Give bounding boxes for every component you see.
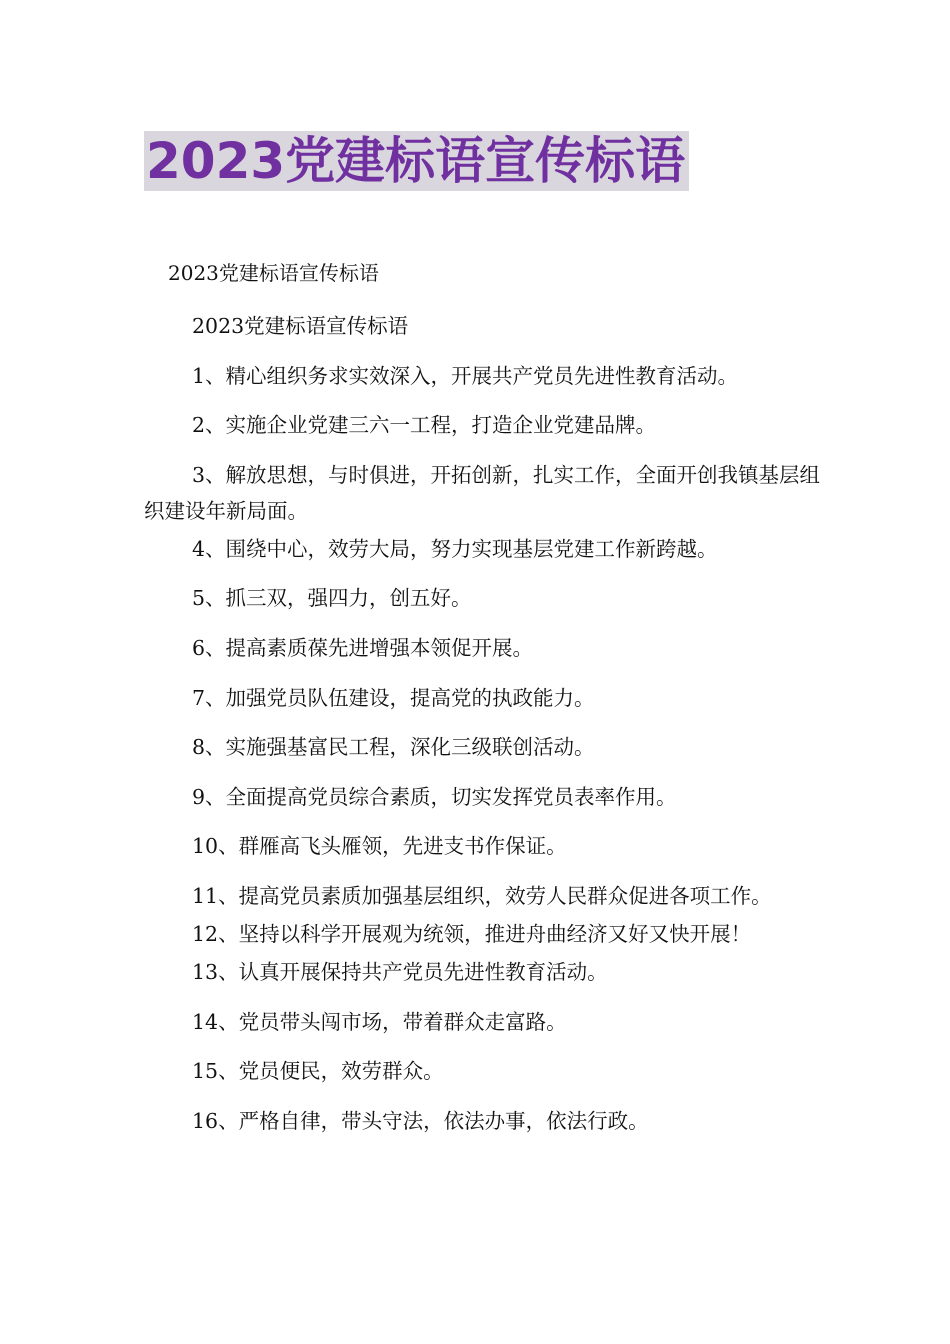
paragraph: 2023党建标语宣传标语 [192,314,409,338]
paragraph: 4、围绕中心，效劳大局，努力实现基层党建工作新跨越。 [192,536,718,561]
paragraph: 2、实施企业党建三六一工程，打造企业党建品牌。 [192,413,657,438]
paragraph: 10、群雁高飞头雁领，先进支书作保证。 [192,834,567,859]
paragraph: 1、精心组织务求实效深入，开展共产党员先进性教育活动。 [192,363,739,388]
paragraph: 8、实施强基富民工程，深化三级联创活动。 [192,735,595,760]
document-subtitle: 2023党建标语宣传标语 [168,261,379,285]
paragraph: 5、抓三双，强四力，创五好。 [192,586,472,611]
paragraph: 12、坚持以科学开展观为统领，推进舟曲经济又好又快开展！ [192,921,752,946]
document-title: 2023党建标语宣传标语 [144,131,689,191]
paragraph: 15、党员便民，效劳群众。 [192,1059,444,1084]
paragraph: 7、加强党员队伍建设，提高党的执政能力。 [192,685,595,710]
paragraph: 11、提高党员素质加强基层组织，效劳人民群众促进各项工作。 [192,883,772,908]
paragraph: 14、党员带头闯市场，带着群众走富路。 [192,1009,567,1034]
paragraph: 13、认真开展保持共产党员先进性教育活动。 [192,959,608,984]
paragraph: 9、全面提高党员综合素质，切实发挥党员表率作用。 [192,784,677,809]
paragraph: 16、严格自律，带头守法，依法办事，依法行政。 [192,1108,649,1133]
document-body [144,308,824,1152]
paragraph: 3、解放思想，与时俱进，开拓创新，扎实工作，全面开创我镇基层组织建设年新局面。 [144,462,821,523]
paragraph: 6、提高素质葆先进增强本领促开展。 [192,635,534,660]
